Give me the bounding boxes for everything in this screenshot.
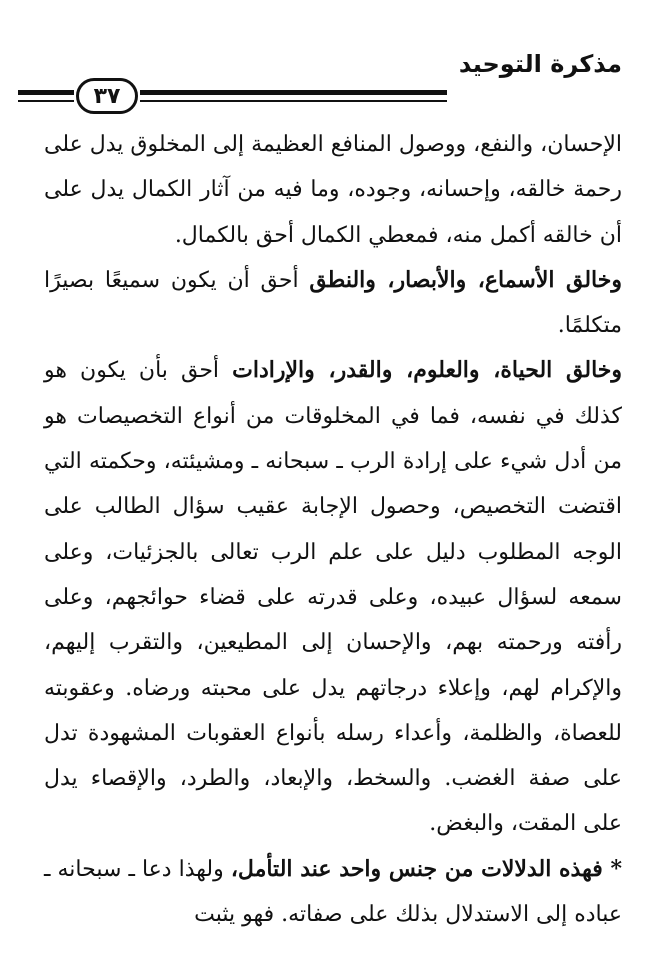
paragraph-3 bbox=[44, 348, 622, 846]
paragraph-text: أحق بأن يكون هو كذلك في نفسه، فما في المخلوقات من أنواع التخصيصات هو من أدل شيء على إرادة الرب ـ سبحانه ـ ومشيئته، وحكمته التي اقتضت التخصيص، وحصول الإجابة عقيب سؤال الطالب على الوجه المطلوب دليل على علم الرب تعالى بالجزئيات، وعلى سمعه لسؤال عبيده، وعلى قدرته على قضاء حوائجهم، وعلى رأفته ورحمته بهم، والإحسان إلى المطيعين، والتقرب إليهم، والإكرام لهم، وإعلاء درجاتهم يدل على محبته ورضاه. وعقوبته للعصاة، والظلمة، وأعداء رسله بأنواع العقوبات المشهودة تدل على صفة الغضب. والسخط، والإبعاد، والطرد، والإقصاء يدل على المقت، والبغض. bbox=[44, 358, 622, 837]
page-header bbox=[0, 48, 652, 114]
bold-lead: * فهذه الدلالات من جنس واحد عند التأمل، bbox=[230, 855, 622, 882]
bold-lead: وخالق الأسماع، والأبصار، والنطق bbox=[309, 266, 622, 293]
paragraph-2 bbox=[44, 258, 622, 349]
paragraph-text: أحق أن يكون سميعًا بصيرًا متكلمًا. bbox=[44, 267, 622, 339]
bold-lead: وخالق الحياة، والعلوم، والقدر، والإرادات bbox=[232, 357, 622, 384]
paragraph-4 bbox=[44, 847, 622, 938]
paragraph-text: الإحسان، والنفع، ووصول المنافع العظيمة إلى المخلوق يدل على رحمة خالقه، وإحسانه، وجوده، وما فيه من آثار الكمال يدل على أن خالقه أكمل منه، فمعطي الكمال أحق بالكمال. bbox=[44, 132, 622, 248]
page-number: ٣٧ bbox=[93, 83, 121, 109]
page-number-badge bbox=[76, 78, 138, 114]
paragraph-text: ولهذا دعا ـ سبحانه ـ عباده إلى الاستدلال بذلك على صفاته. فهو يثبت bbox=[44, 856, 622, 928]
paragraph-1 bbox=[44, 122, 622, 258]
running-title: مذكرة التوحيد bbox=[458, 50, 622, 78]
page-body bbox=[44, 122, 622, 937]
header-rule-short bbox=[18, 90, 74, 102]
header-rule bbox=[140, 90, 447, 102]
